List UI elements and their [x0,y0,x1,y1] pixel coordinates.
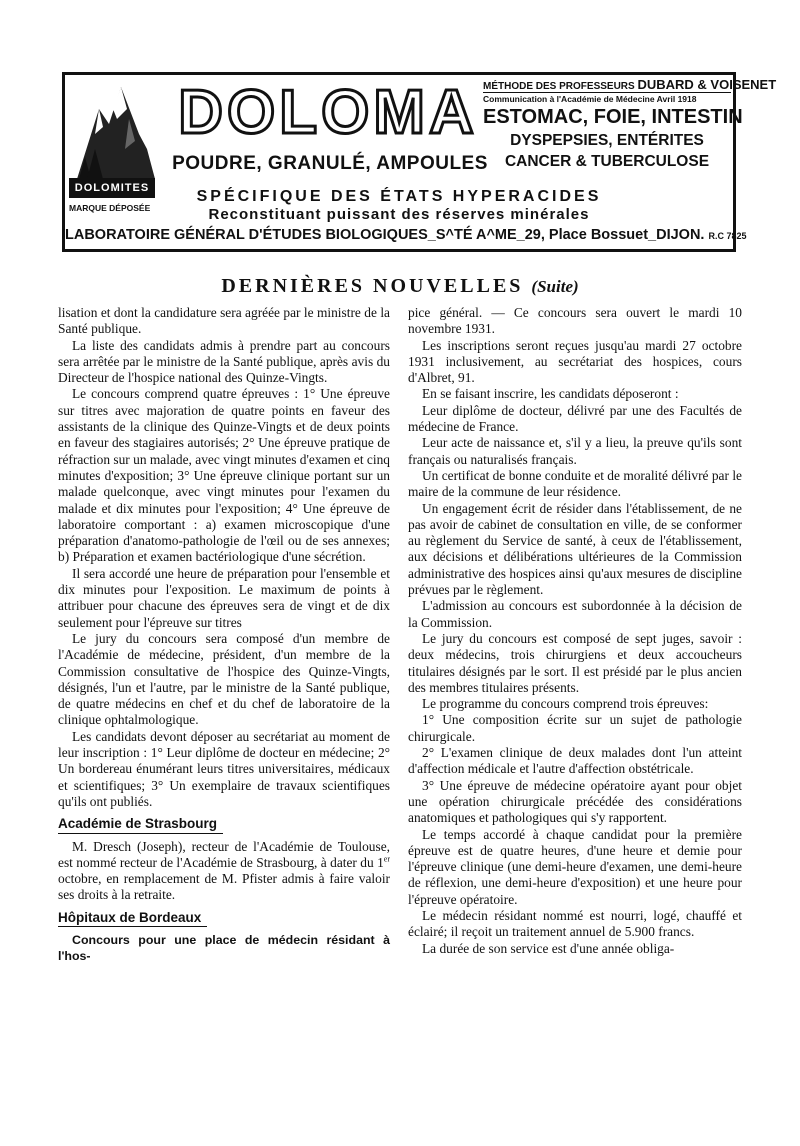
paragraph [58,839,390,904]
diseases-line-1: DYSPEPSIES, ENTÉRITES [510,132,704,149]
superscript: er [383,854,390,864]
paragraph: Un engagement écrit de résider dans l'établissement, de ne pas avoir de cabinet de consultation en ville, de se conformer au règlement du Service de santé, à ceux de l'établissement, aux décisions et délibérations ultérieures de la Commission administrative des hospices ainsi qu'aux mesures de discipline prévues par le règlement. [408,500,742,598]
methode-line [483,77,777,92]
page-headline [0,275,800,298]
right-column [408,305,742,957]
headline-suite: (Suite) [531,277,579,296]
organs-line: ESTOMAC, FOIE, INTESTIN [483,106,743,128]
paragraph: Le programme du concours comprend trois épreuves: [422,696,709,712]
communication-line: Communication à l'Académie de Médecine Avril 1918 [483,92,731,104]
method-box [483,77,777,171]
laboratoire-address: LABORATOIRE GÉNÉRAL D'ÉTUDES BIOLOGIQUES_S^TÉ A^ME_29, Place Bossuet_DIJON. [65,227,705,243]
section-heading-bordeaux: Hôpitaux de Bordeaux [58,910,207,927]
paragraph: Le concours comprend quatre épreuves : 1° Une épreuve sur titres avec majoration de quatre points en faveur des assistants de la clinique des Quinze-Vingts et de deux points en faveur des stagiaires autorisés; 2° Une épreuve pratique de réfraction sur un malade, avec vingt minutes d'examen et cinq minutes d'exposition; 3° Une épreuve clinique portant sur un malade quelconque, avec vingt minutes pour l'examen du malade et dix minutes pour l'exposition; 4° Une épreuve de laboratoire comportant : a) examen microscopique d'une préparation d'anatomo-pathologie de l'œil ou de ses annexes; b) Préparation et examen bactériologique d'une sécrétion. [58,386,390,565]
paragraph: L'admission au concours est subordonnée à la décision de la Commission. [408,598,742,630]
left-column [58,305,390,965]
paragraph: La liste des candidats admis à prendre part au concours sera arrêtée par le ministre de la Santé publique, après avis du Directeur de l'hospice national des Quinze-Vingts. [58,337,390,386]
brand-name: DOLOMA [178,78,478,147]
rc-number: R.C 7825 [708,231,747,241]
section-heading-strasbourg: Académie de Strasbourg [58,816,223,833]
paragraph: Leur acte de naissance et, s'il y a lieu, la preuve qu'ils sont français ou naturalisés français. [408,435,742,467]
paragraph: Leur diplôme de docteur, délivré par une des Facultés de médecine de France. [408,402,742,435]
specifique-line: SPÉCIFIQUE DES ÉTATS HYPERACIDES [196,188,602,205]
paragraph-text: M. Dresch (Joseph), recteur de l'Académie de Toulouse, est nommé recteur de l'Académie de Strasbourg, à dater du 1 [58,838,390,870]
paragraph: Le médecin résidant nommé est nourri, logé, chauffé et éclairé; il reçoit un traitement annuel de 5.900 francs. [408,907,742,940]
dolomites-label: DOLOMITES [69,178,155,198]
paragraph: Le jury du concours sera composé d'un membre de l'Académie de médecine, président, d'un membre de la Commission consultative de l'hospice des Quinze-Vingts, désignés, l'un et l'autre, par le ministre de la Santé publique, de quatre médecins en chef et du chef de laboratoire de la clinique ophtalmologique. [58,630,390,728]
paragraph: 3° Une épreuve de médecine opératoire ayant pour objet une opération chirurgicale précédée des considérations anatomiques et pathologiques qui s'y rapportent. [408,777,742,826]
paragraph: Un certificat de bonne conduite et de moralité délivré par le maire de la commune de leur résidence. [408,467,742,500]
paragraph: En se faisant inscrire, les candidats déposeront : [422,386,679,402]
product-forms: POUDRE, GRANULÉ, AMPOULES [172,153,488,174]
laboratoire-line [65,227,747,243]
reconstituant-line: Reconstituant puissant des réserves minérales [208,206,590,223]
paragraph: 2° L'examen clinique de deux malades dont l'un atteint d'affection médicale et l'autre d'affection obstétricale. [408,745,742,777]
marque-deposee: MARQUE DÉPOSÉE [69,203,151,213]
paragraph: Les candidats devont déposer au secrétariat au moment de leur inscription : 1° Leur diplôme de docteur en médecine; 2° Un bordereau énumérant leurs titres universitaires, médicaux et scientifiques; 3° Un exemplaire de travaux scientifiques qu'ils ont publiés. [58,728,390,809]
paragraph: Les inscriptions seront reçues jusqu'au mardi 27 octobre 1931 inclusivement, au secrétariat des hospices, cours d'Albret, 91. [408,337,742,386]
paragraph: Le jury du concours est composé de sept juges, savoir : deux médecins, trois chirurgiens et deux accoucheurs titulaires désignés par le sort. Il est présidé par le plus ancien des membres titulaires présents. [408,630,742,695]
paragraph: Il sera accordé une heure de préparation pour l'ensemble et dix minutes pour l'exposition. Le maximum de points à attribuer pour chacune des épreuves sera de vingt et de dix seulement pour l'épreuve sur titres [58,565,390,630]
paragraph: Le temps accordé à chaque candidat pour la première épreuve est de quatre heures, d'une heure et demie pour l'épreuve clinique (une demi-heure d'examen, une demi-heure de réflexion, une demi-heure d'exposition) et une heure pour l'épreuve opératoire. [408,826,742,907]
doloma-advertisement [62,72,777,252]
paragraph: 1° Une composition écrite sur un sujet de pathologie chirurgicale. [408,712,742,744]
paragraph-text: octobre, en remplacement de M. Pfister admis à faire valoir ses droits à la retraite. [58,871,390,903]
headline-title: DERNIÈRES NOUVELLES [221,275,524,297]
paragraph: lisation et dont la candidature sera agréée par le ministre de la Santé publique. [58,305,390,337]
methode-names: DUBARD & VOISENET [637,77,777,92]
paragraph: La durée de son service est d'une année obliga- [422,940,675,956]
methode-prefix: MÉTHODE DES PROFESSEURS [483,81,635,92]
paragraph: pice général. — Ce concours sera ouvert le mardi 10 novembre 1931. [408,305,742,337]
concours-subheading: Concours pour une place de médecin résidant à l'hos- [58,932,390,964]
diseases-line-2: CANCER & TUBERCULOSE [504,153,710,170]
